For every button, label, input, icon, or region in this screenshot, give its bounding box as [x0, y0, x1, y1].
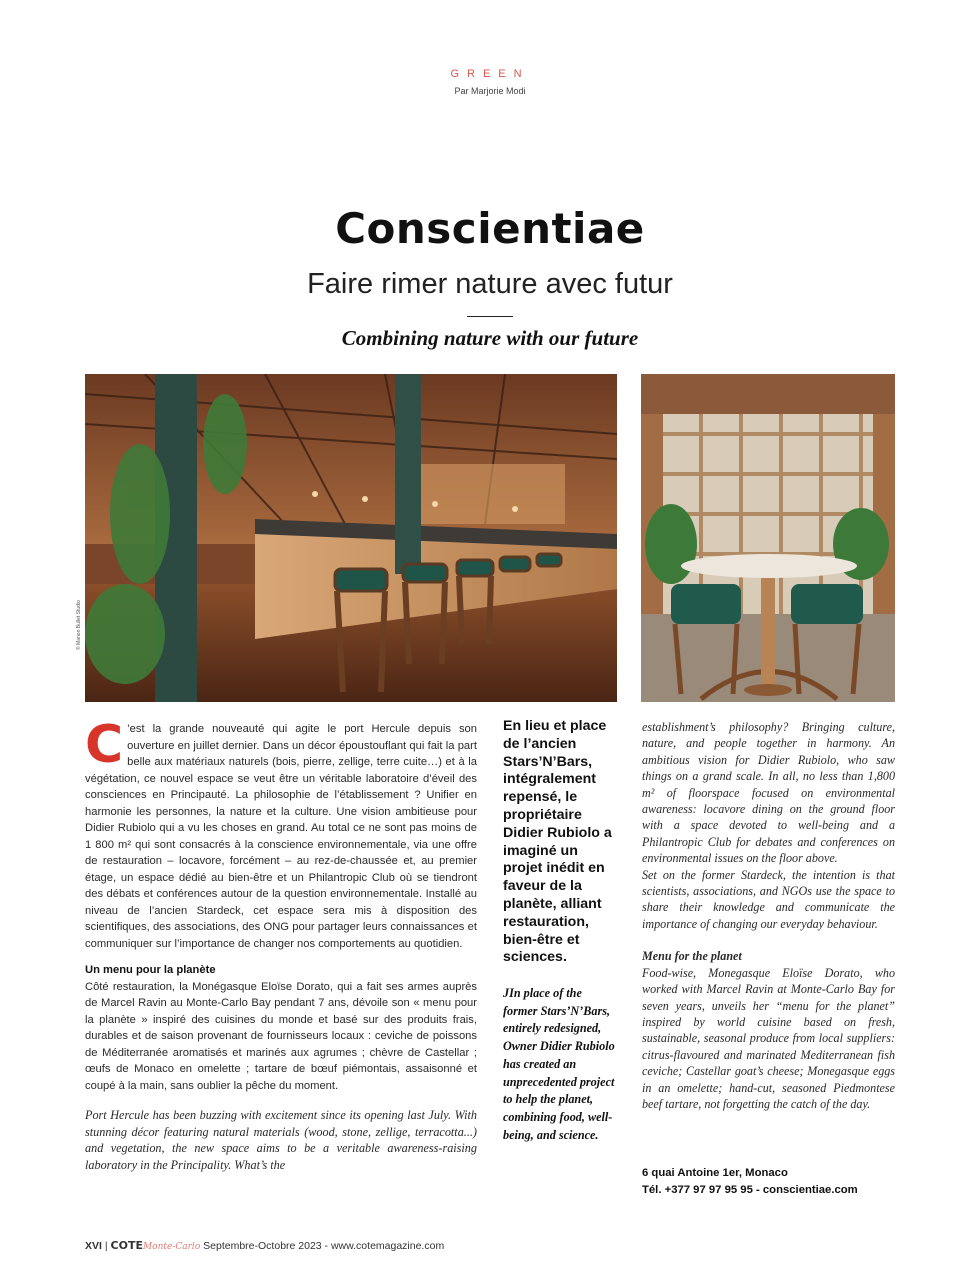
pull-quote-english: JIn place of the former Stars’N’Bars, entirely redesigned, Owner Didier Rubiolo has created an unprecedented project to help the planet, combining food, well-being, and science. — [503, 986, 615, 1142]
english-subhead: Menu for the planet — [642, 949, 742, 964]
english-body-column — [642, 719, 895, 1112]
table-and-chairs-photo — [641, 374, 895, 702]
drop-cap: C — [85, 715, 124, 775]
english-paragraph-2: Set on the former Stardeck, the intention is that scientists, associations, and NGOs use the space to share their knowledge and communicate the importance of changing our everyday behaviour. — [642, 867, 895, 931]
french-paragraph-1-text: ’est la grande nouveauté qui agite le port Hercule depuis son ouverture en juillet dernier. Dans un décor époustouflant qui fait la part belle aux matériaux naturels (bois, pierre, zellige, terre cuite…) et à la végétation, ce nouvel espace se veut être un véritable laboratoire d’éveil des consciences en Principauté. La philosophie de l’établissement ? Unifier en harmonie les personnes, la nature et la culture. Une vision ambitieuse pour Didier Rubiolo qui a vu les choses en grand. Au total ce ne sont pas moins de 1 800 m² qui sont consacrés à la conscience environnementale, via une offre de restauration – locavore, forcément – au rez-de-chaussée et, au premier étage, un espace dédié au bien-être et un Philantropic Club où se tiendront des débats et conférences autour de la question environnementale. Installé au niveau de l’ancien Stardeck, cet espace sera mis à disposition des scientifiques, des associations, des ONG pour partager leurs connaissances et communiquer sur l’importance de changer nos comportements au quotidien. — [85, 723, 477, 950]
phone-and-website: Tél. +377 97 97 95 95 - conscientiae.com — [642, 1184, 858, 1196]
title-divider — [467, 316, 513, 317]
subtitle-english: Combining nature with our future — [341, 326, 639, 350]
french-subhead: Un menu pour la planète — [85, 964, 216, 976]
english-paragraph-3: Food-wise, Monegasque Eloïse Dorato, who worked with Marcel Ravin at Monte-Carlo Bay for seven years, unveils her “menu for the planet” inspired by world cuisine based on fresh, sustainable, seasonal produce from local suppliers: citrus-flavoured and marinated Mediterranean fish ceviche; Castellar goat’s cheese; Monegasque eggs in an omelette; hand-cut, seasoned Piedmontese beef tartare, not forgetting the catch of the day. — [642, 965, 895, 1111]
magazine-brand-script: Monte-Carlo — [142, 1242, 201, 1252]
subtitle-french: Faire rimer nature avec futur — [307, 268, 673, 300]
french-paragraph-1 — [85, 715, 477, 952]
pull-quote-french: En lieu et place de l’ancien Stars’N’Bars, intégralement repensé, le propriétaire Didier Rubiolo a imaginé un projet inédit en faveur de la planète, alliant restauration, bien-être et sciences. — [503, 718, 612, 966]
page-number: XVI — [85, 1240, 102, 1252]
french-paragraph-2: Côté restauration, la Monégasque Eloïse Dorato, qui a fait ses armes auprès de Marcel Ravin au Monte-Carlo Bay pendant 7 ans, dévoile son « menu pour la planète » inspiré des cuisines du monde et basé sur des produits frais, durables et de saison provenant de fournisseurs locaux : ceviche de poissons de Méditerranée aromatisés et marinés aux agrumes ; chèvre de Castellar ; œufs de Monaco en omelette ; tartare de bœuf piémontais, assaisonné et coupé à la main, sans oublier la pêche du moment. — [85, 980, 477, 1092]
article-title: Conscientiae — [335, 204, 645, 253]
magazine-brand: COTE — [110, 1239, 143, 1252]
section-label: GREEN — [450, 68, 530, 80]
english-paragraph-1-continued: establishment’s philosophy? Bringing culture, nature, and people together in harmony. An ambitious vision for Didier Rubiolo, who saw things on a grand scale. In all, no less than 1,800 m² of floorspace focused on environmental awareness: locavore dining on the ground floor with a space devoted to well-being and a Philantropic Club for debates and conferences on environmental issues on the floor above. — [642, 720, 895, 866]
page-footer — [85, 1239, 444, 1252]
restaurant-interior-photo — [85, 374, 617, 702]
contact-info — [642, 1165, 922, 1199]
english-paragraph-1-start: Port Hercule has been buzzing with excitement since its opening last July. With stunning décor featuring natural materials (wood, stone, zellige, terracotta...) and vegetation, the new space aims to be a veritable awareness-raising laboratory in the Principality. What’s the — [85, 1108, 477, 1172]
photo-credit: © Manon Bullet Studio — [76, 600, 82, 650]
issue-and-website: Septembre-Octobre 2023 - www.cotemagazine.com — [203, 1240, 445, 1252]
french-body-column — [85, 715, 477, 1173]
address: 6 quai Antoine 1er, Monaco — [642, 1167, 788, 1179]
byline: Par Marjorie Modi — [454, 86, 526, 96]
footer-separator: | — [104, 1240, 108, 1252]
